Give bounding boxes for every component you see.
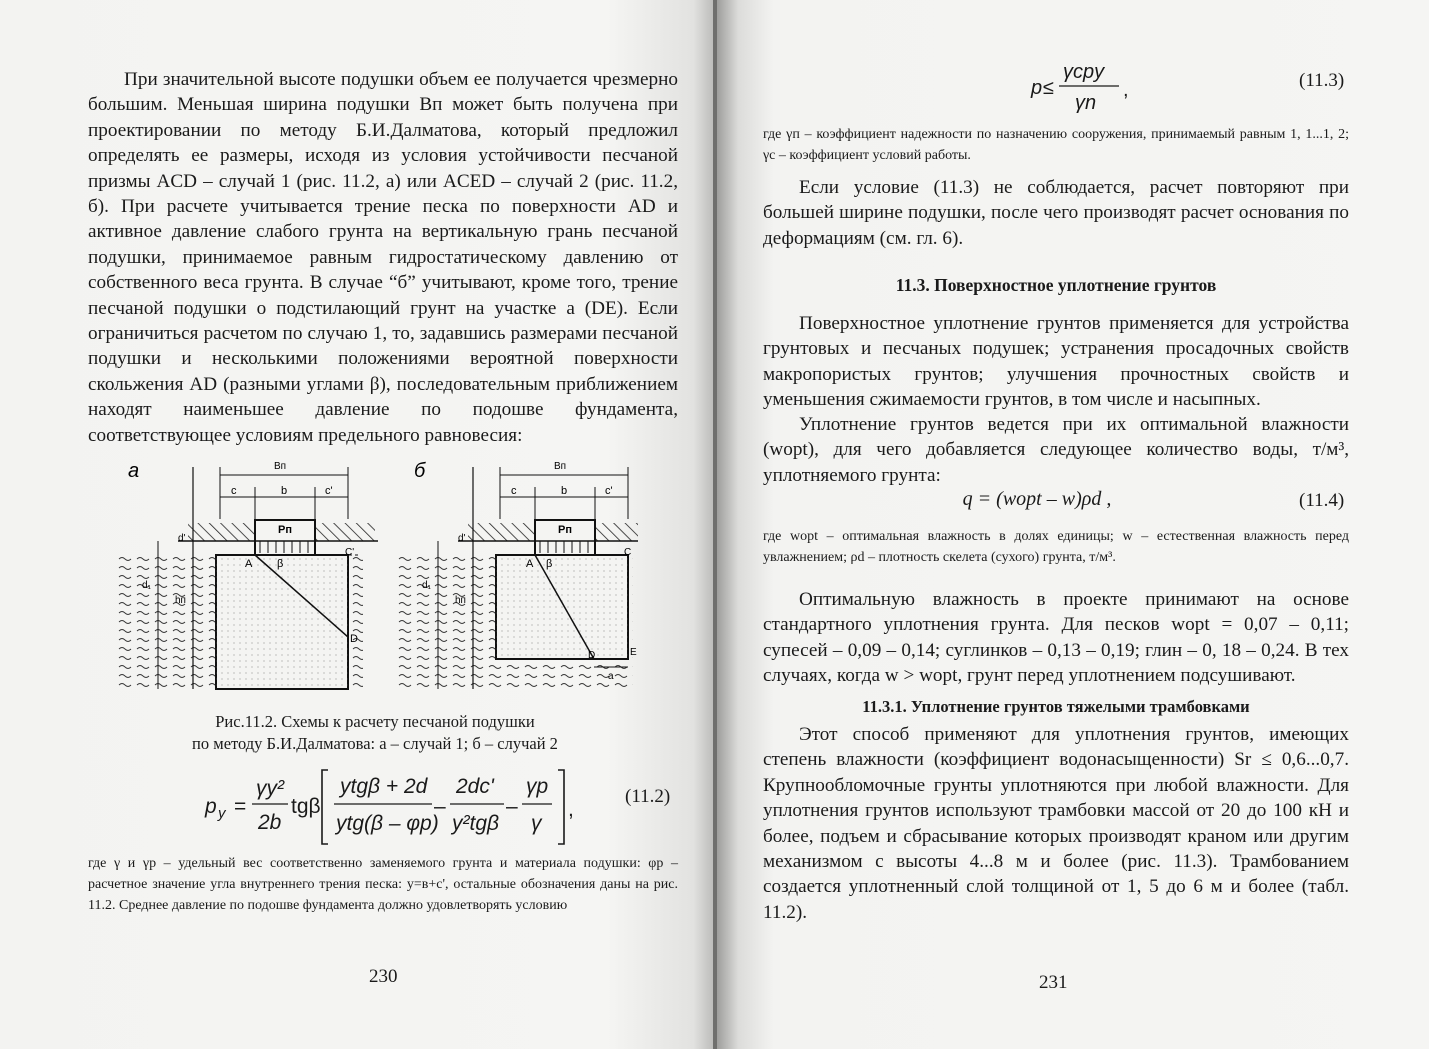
dim-a-b: a: [608, 671, 614, 682]
point-C-prime-a: C': [345, 547, 355, 558]
formula-tg: tgβ: [291, 795, 321, 818]
right-page-number: 231: [1039, 972, 1068, 993]
formula-f1-den: 2b: [258, 811, 282, 834]
dim-Bn-b: Bп: [554, 461, 567, 472]
right-paragraph-1: Если условие (11.3) не соблюдается, расчет повторяют при большей ширине подушки, после чего производят расчет основания по деформациям (см. гл. 6).: [763, 177, 1349, 249]
dim-c-prime-b: c': [605, 485, 613, 497]
formula-11-3: [1029, 56, 1149, 120]
formula-f2-num: ytgβ + 2d: [340, 775, 428, 798]
formula-lhs: p: [205, 795, 217, 818]
dim-hn-b: hп: [455, 595, 466, 606]
f113-le: ≤: [1043, 77, 1054, 99]
formula-f1-num: γy²: [256, 777, 284, 800]
f113-den: γn: [1075, 92, 1097, 114]
subsection-heading-11-3-1: 11.3.1. Уплотнение грунтов тяжелыми трамбовками: [862, 697, 1250, 716]
dim-d1-a: d₁: [142, 580, 151, 591]
point-A-b: A: [526, 558, 534, 570]
diagram-b: [398, 460, 638, 690]
dim-c-b: c: [511, 485, 517, 497]
right-note-1: где γп – коэффициент надежности по назначению сооружения, принимаемый равным 1, 1...1, 2; γс – коэффициент условий работы.: [763, 127, 1349, 163]
angle-a: β: [277, 558, 284, 570]
dim-b-b: b: [561, 485, 568, 497]
figure-11-2: [118, 455, 638, 705]
left-page-number: 230: [369, 966, 398, 987]
right-paragraph-4: Оптимальную влажность в проекте принимают на основе стандартного уплотнения грунта. Для песков wopt = 0,07 – 0,11; супесей – 0,09 – 0,14; суглинков – 0,13 – 0,19; глин – 0, 18 – 0,24. В тех случаях, когда w > wopt, грунт перед уплотнением подсушивают.: [763, 589, 1349, 687]
formula-minus-2: –: [506, 795, 518, 818]
label-b: б: [414, 460, 426, 482]
dim-d1-b: d₁: [422, 580, 431, 591]
right-note-2: где wopt – оптимальная влажность в долях единицы; w – естественная влажность перед увлажнением; ρd – плотность скелета (сухого) грунта, т/м³.: [763, 529, 1349, 565]
formula-eq: =: [234, 795, 247, 818]
formula-11-3-number: (11.3): [1299, 70, 1345, 91]
point-C-b: C: [624, 547, 632, 558]
right-paragraph-2: Поверхностное уплотнение грунтов применяется для устройства грунтовых и песчаных подушек; устранения просадочных свойств макропористых грунтов; улучшения прочностных свойств и уменьшения сжимаемости грунтов, в том числе и насыпных.: [763, 313, 1349, 411]
formula-11-2: [200, 760, 590, 845]
point-D-a: D: [350, 633, 358, 645]
dim-b-a: b: [281, 485, 288, 497]
f113-num: γcpy: [1063, 61, 1105, 83]
right-paragraph-3: Уплотнение грунтов ведется при их оптимальной влажности (wopt), для чего добавляется следующее количество воды, т/м³, уплотняемого грунта:: [763, 414, 1349, 486]
formula-11-4-number: (11.4): [1299, 490, 1345, 511]
formula-f3-den: y²tgβ: [452, 812, 500, 835]
point-E-b: E: [630, 647, 637, 658]
angle-b: β: [546, 558, 553, 570]
f113-lhs: p: [1031, 77, 1043, 99]
formula-lhs-sub: y: [218, 805, 226, 822]
left-note: где γ и γр – удельный вес соответственно заменяемого грунта и материала подушки: φр – расчетное значение угла внутреннего трения песка: y=в+с', остальные обозначения даны на рис. 11.2. Среднее давление по подошве фундамента должно удовлетворять условию: [88, 856, 678, 913]
section-heading-11-3: 11.3. Поверхностное уплотнение грунтов: [895, 275, 1217, 295]
dim-Bn-a: Bп: [274, 461, 287, 472]
load-b: Pп: [558, 524, 572, 536]
f113-comma: ,: [1123, 79, 1129, 101]
dim-c-a: c: [231, 485, 237, 497]
dim-d-prime-a: d': [178, 533, 186, 544]
formula-11-4: q = (wopt – w)ρd ,: [962, 488, 1112, 510]
dim-d-prime-b: d': [458, 533, 466, 544]
dim-hn-a: hп: [175, 595, 186, 606]
formula-f4-num: γp: [526, 775, 549, 798]
left-paragraph-1: При значительной высоте подушки объем ее получается чрезмерно большим. Меньшая ширина подушки Вп может быть получена при проектировании по методу Б.И.Далматова, который предложил определять ее размеры, исходя из условия устойчивости песчаной призмы ACD – случай 1 (рис. 11.2, а) или ACED – случай 2 (рис. 11.2, б). При расчете учитывается трение песка по поверхности AD и активное давление слабого грунта на вертикальную грань песчаной подушки, принимаемое равным гидростатическому давлению от собственного веса грунта. В случае “б” учитывают, кроме того, трение песчаной подушки о подстилающий грунт на участке а (DE). Если ограничиться расчетом по случаю 1, то, задавшись размерами песчаной подушки и несколькими положениями вероятной поверхности скольжения AD (разными углами β), последовательным приближением находят наименьшее давление по подошве фундамента, соответствующее условиям предельного равновесия:: [88, 69, 678, 446]
diagram-a: [118, 460, 378, 690]
formula-f4-den: γ: [531, 812, 542, 835]
right-paragraph-5: Этот способ применяют для уплотнения грунтов, имеющих степень влажности (коэффициент водонасыщенности) Sr ≤ 0,6...0,7. Крупнообломочные грунты уплотняются при любой влажности. Для уплотнения грунтов используют трамбовки массой от 20 до 100 кН и более, подъем и сбрасывание которых производят краном или другим механизмом с высоты 4...8 м и более (рис. 11.3). Трамбованием создается уплотненный слой толщиной от 1, 5 до 6 м и более (табл. 11.2).: [763, 724, 1349, 923]
label-a: а: [128, 460, 140, 482]
formula-f3-num: 2dc': [456, 775, 494, 798]
point-D-b: D: [588, 650, 596, 661]
right-page: [717, 0, 1429, 1049]
dim-c-prime-a: c': [325, 485, 333, 497]
figure-caption-line-1: Рис.11.2. Схемы к расчету песчаной подушки: [215, 712, 535, 731]
formula-comma: ,: [568, 798, 574, 821]
figure-caption-line-2: по методу Б.И.Далматова: а – случай 1; б – случай 2: [192, 734, 558, 753]
formula-11-2-number: (11.2): [625, 786, 671, 807]
formula-f2-den: ytg(β – φp): [336, 812, 439, 835]
figure-svg: [118, 455, 638, 705]
formula-minus-1: –: [434, 795, 446, 818]
point-A-a: A: [245, 558, 253, 570]
load-a: Pп: [278, 524, 292, 536]
